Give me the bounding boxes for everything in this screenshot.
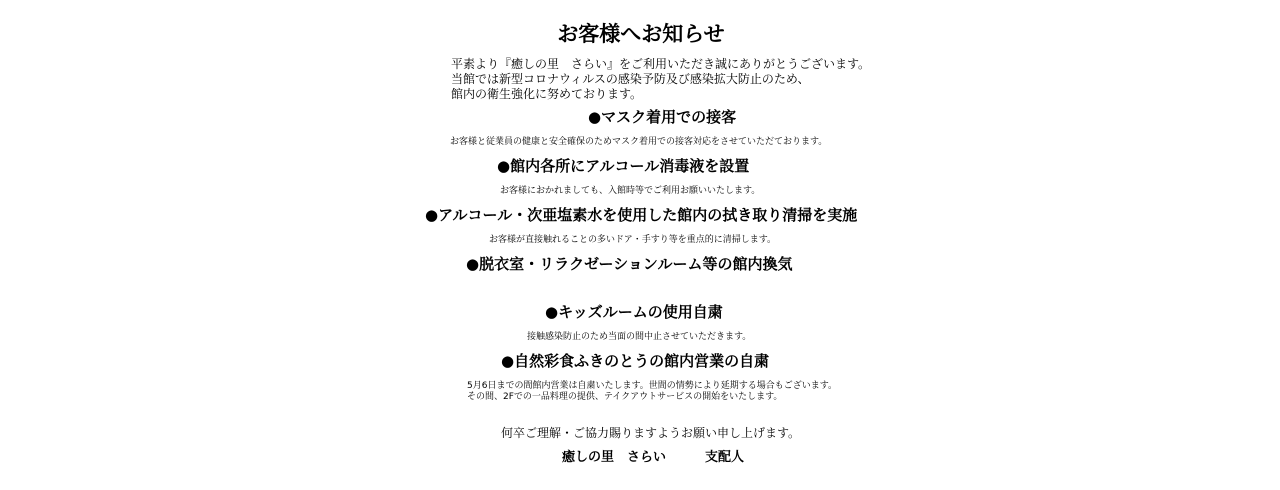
section-heading-ventilation: ●脱衣室・リラクゼーションルーム等の館内換気 (466, 255, 793, 273)
section-body-alcohol: お客様におかれましても、入館時等でご利用お願いいたします。 (500, 186, 761, 196)
section-body-restaurant: その間、2Fでの一品料理の提供、テイクアウトサービスの開始をいたします。 (467, 392, 783, 402)
intro-line: 当館では新型コロナウィルスの感染予防及び感染拡大防止のため、 (451, 72, 810, 86)
notice-title: お客様へお知らせ (557, 22, 725, 46)
section-body-restaurant: 5月6日までの間館内営業は自粛いたします。世間の情勢により延期する場合もございます。 (467, 381, 838, 391)
section-heading-alcohol: ●館内各所にアルコール消毒液を設置 (497, 157, 750, 175)
intro-line: 館内の衛生強化に努めております。 (451, 87, 643, 101)
section-body-kids-room: 接触感染防止のため当面の間中止させていただきます。 (527, 332, 752, 342)
section-heading-mask: ●マスク着用での接客 (588, 108, 737, 126)
section-body-cleaning: お客様が直接触れることの多いドア・手すり等を重点的に清掃します。 (489, 235, 777, 245)
section-body-mask: お客様と従業員の健康と安全確保のためマスク着用での接客対応をさせていただております。 (450, 137, 828, 147)
section-heading-cleaning: ●アルコール・次亜塩素水を使用した館内の拭き取り清掃を実施 (425, 206, 858, 224)
closing-text: 何卒ご理解・ご協力賜りますようお願い申し上げます。 (501, 426, 801, 440)
intro-line: 平素より『癒しの里 さらい』をご利用いただき誠にありがとうございます。 (451, 57, 871, 71)
section-heading-kids-room: ●キッズルームの使用自粛 (545, 303, 723, 321)
section-heading-restaurant: ●自然彩食ふきのとうの館内営業の自粛 (501, 352, 770, 370)
signature: 癒しの里 さらい 支配人 (562, 450, 745, 465)
